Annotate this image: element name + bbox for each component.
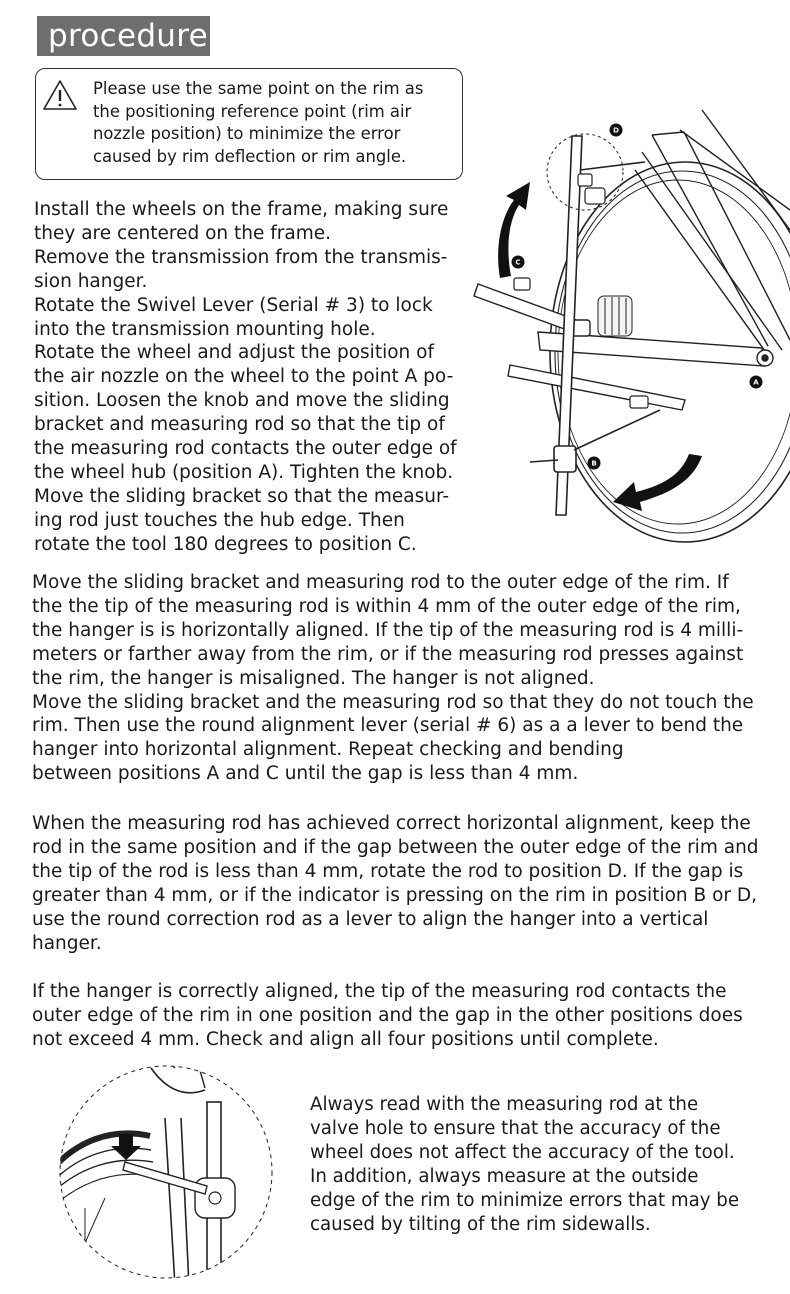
notice-box bbox=[35, 68, 463, 180]
bike-frame bbox=[635, 110, 790, 358]
position-marker-a bbox=[750, 376, 763, 389]
position-marker-d bbox=[610, 124, 623, 137]
alignment-paragraph: Move the sliding bracket and measuring rod to the outer edge of the rim. If the the tip of the measuring rod is within 4 mm of the outer edge of the rim, the hanger is is horizontally aligned. If the tip of the measuring rod is 4 milli- meters or farther away from the rim, or if the measuring rod presses against the rim, the hanger is misaligned. The hanger is not aligned. Move the sliding bracket and the measuring rod so that they do not touch the rim. Then use the round alignment lever (serial # 6) as a a lever to bend the hanger into horizontal alignment. Repeat checking and bending between positions A and C until the gap is less than 4 mm. bbox=[32, 572, 754, 785]
warning-icon bbox=[42, 79, 78, 111]
intro-paragraph: Install the wheels on the frame, making sure they are centered on the frame. Remove the transmission from the transmis- sion hanger. Rotate the Swivel Lever (Serial # 3) to lock into the transmission mounting hole. Rotate the wheel and adjust the position of the air nozzle on the wheel to the point A po- sition. Loosen the knob and move the sliding bracket and measuring rod so that the tip of the measuring rod contacts the outer edge of the wheel hub (position A). Tighten the knob. Move the sliding bracket so that the measur- ing rod just touches the hub edge. Then rotate the tool 180 degrees to position C. bbox=[34, 199, 457, 555]
down-arrow-icon bbox=[111, 1134, 141, 1160]
position-marker-b bbox=[588, 457, 601, 470]
position-marker-c bbox=[512, 256, 525, 269]
svg-text:A: A bbox=[753, 378, 759, 387]
rotate-down-arrow bbox=[613, 454, 702, 511]
svg-text:D: D bbox=[613, 126, 619, 135]
svg-text:C: C bbox=[515, 258, 521, 267]
measurement-tip-paragraph: Always read with the measuring rod at the valve hole to ensure that the accuracy of the wheel does not affect the accuracy of the tool. In addition, always measure at the outside edge of the rim to minimize errors that may be caused by tilting of the rim sidewalls. bbox=[310, 1094, 740, 1235]
alignment-tool-illustration bbox=[470, 110, 790, 530]
cassette bbox=[598, 296, 632, 336]
vertical-alignment-paragraph: When the measuring rod has achieved correct horizontal alignment, keep the rod in the same position and if the gap between the outer edge of the rim and the tip of the rod is less than 4 mm, rotate the rod to position D. If the gap is greater than 4 mm, or if the indicator is pressing on the rim in position B or D, use the round correction rod as a lever to align the hanger into a vertical hanger. bbox=[32, 813, 759, 954]
completion-paragraph: If the hanger is correctly aligned, the tip of the measuring rod contacts the outer edge of the rim in one position and the gap in the other positions does not exceed 4 mm. Check and align all four positions until complete. bbox=[32, 981, 743, 1050]
valve-detail-illustration bbox=[55, 1058, 277, 1286]
notice-text: Please use the same point on the rim as the positioning reference point (rim air nozzle position) to minimize the error caused by rim deflection or rim angle. bbox=[93, 79, 424, 166]
page-title: procedure bbox=[37, 16, 210, 56]
svg-text:B: B bbox=[591, 459, 597, 468]
